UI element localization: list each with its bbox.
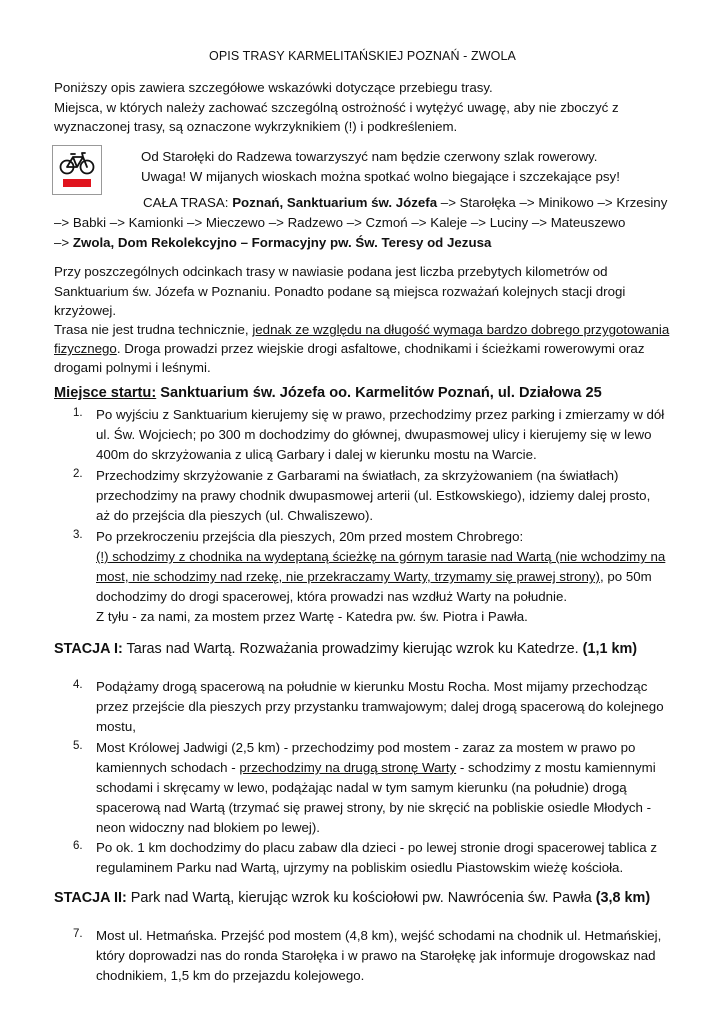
route-line-3 [54,233,674,253]
notes-line: Sanktuarium św. Józefa w Poznaniu. Ponadto podane są miejsca rozważań kolejnych stacji drogi [54,284,626,299]
notes-line: krzyżowej. [54,303,117,318]
step-line: 400m do skrzyżowania z ulicą Garbary i dalej w kierunku mostu na Warcie. [96,447,537,462]
step-number: 3. [73,529,83,541]
route-arrow: –> [54,235,73,250]
notes-line [54,320,674,340]
route-end: Zwola, Dom Rekolekcyjno – Formacyjny pw. Św. Teresy od Jezusa [72,235,492,250]
station-2-heading [54,890,650,906]
step-line: dochodzimy do drogi spacerowej, która prowadzi nas wzdłuż Warty na południe. [96,589,568,604]
notes-line [54,339,674,359]
route-start: Poznań, Sanktuarium św. Józefa [232,195,438,210]
step-number: 7. [73,928,83,940]
step-line: przez przejście dla pieszych przy przystanku tramwajowym; dalej drogą spacerową do kolejnego [96,699,664,714]
notes-text: . Droga prowadzi przez wiejskie drogi asfaltowe, chodnikami i ścieżkami rowerowymi oraz [116,341,645,356]
route-mid: –> Starołęka –> Minikowo –> Krzesiny [437,195,668,210]
step-line: spacerową nad Wartą (trzymać się prawej strony, by nie skręcić na pobliskie osiedle Młodych - [96,800,651,815]
step-text: - schodzimy z mostu kamiennymi [456,760,656,775]
bike-info-line: Uwaga! W mijanych wioskach można spotkać wolno biegające i szczekające psy! [141,169,620,184]
bike-trail-sign [52,145,102,195]
step-text: kamiennych schodach - [96,760,240,775]
route-line-1 [143,193,683,213]
notes-underlined: fizycznego [54,341,117,356]
step-line: Przechodzimy skrzyżowanie z Garbarami na światłach, za skrzyżowaniem (na światłach) [96,468,619,483]
step-line: Podążamy drogą spacerową na południe w kierunku Mostu Rocha. Most mijamy przechodząc [96,679,648,694]
intro-line: Miejsca, w których należy zachować szczególną ostrożność i wytężyć uwagę, aby nie zboczyć z [54,100,619,115]
route-line-2: –> Babki –> Kamionki –> Mieczewo –> Radzewo –> Czmoń –> Kaleje –> Luciny –> Mateuszewo [54,215,626,230]
step-text: , po 50m [599,569,652,584]
station-label: STACJA II: [54,890,127,906]
step-line: Po wyjściu z Sanktuarium kierujemy się w prawo, przechodzimy przez parking i zmierzamy w dół [96,407,665,422]
step-number: 5. [73,740,83,752]
notes-line: Przy poszczególnych odcinkach trasy w nawiasie podana jest liczba przebytych kilometrów od [54,264,608,279]
step-number: 2. [73,468,83,480]
step-line [96,758,676,778]
step-line: mostu, [96,719,136,734]
station-label: STACJA I: [54,641,123,657]
step-line: Most Królowej Jadwigi (2,5 km) - przechodzimy pod mostem - zaraz za mostem w prawo po [96,740,636,755]
step-line [96,567,676,587]
bike-info-line: Od Starołęki do Radzewa towarzyszyć nam będzie czerwony szlak rowerowy. [141,149,598,164]
step-line: chodnikiem, 1,5 km do przejazdu kolejowego. [96,968,365,983]
step-line: ul. Św. Wojciech; po 300 m dochodzimy do głównej, dwupasmowej ulicy i kierujemy się w lewo [96,427,652,442]
step-line: regulaminem Parku nad Wartą, ujrzymy na pobliskim osiedlu Piastowskim wieżę kościoła. [96,860,624,875]
start-heading-label: Miejsce startu: [54,385,157,401]
station-1-heading [54,641,637,657]
step-line: Most ul. Hetmańska. Przejść pod mostem (4,8 km), wejść schodami na chodnik ul. Hetmańskiej, [96,928,662,943]
step-line: aż do przejścia dla pieszych (ul. Chwaliszewo). [96,508,374,523]
page-title: OPIS TRASY KARMELITAŃSKIEJ POZNAŃ - ZWOLA [209,49,516,63]
bicycle-icon [59,150,95,176]
route-label: CAŁA TRASA: [143,195,233,210]
step-underlined: most, nie schodzimy nad rzekę, nie przekraczamy Warty, trzymamy się prawej strony) [96,569,600,584]
step-number: 1. [73,407,83,419]
step-number: 4. [73,679,83,691]
step-line: neon widoczny nad blokiem po lewej). [96,820,320,835]
station-text: Park nad Wartą, kierując wzrok ku kościołowi pw. Nawrócenia św. Pawła [126,890,596,906]
step-line: Po przekroczeniu przejścia dla pieszych, 20m przed mostem Chrobrego: [96,529,524,544]
notes-text: Trasa nie jest trudna technicznie, [54,322,253,337]
step-number: 6. [73,840,83,852]
step-line: schodami i skręcamy w lewo, podążając nadal w tym samym kierunku (na południe) drogą [96,780,627,795]
station-text: Taras nad Wartą. Rozważania prowadzimy kierując wzrok ku Katedrze. [122,641,583,657]
start-heading [54,385,602,401]
notes-line: drogami polnymi i leśnymi. [54,360,211,375]
step-line: przechodzimy na prawy chodnik dwupasmowej arterii (ul. Estkowskiego), idziemy dalej prosto, [96,488,651,503]
intro-line: Poniższy opis zawiera szczegółowe wskazówki dotyczące przebiegu trasy. [54,80,493,95]
step-line-underlined: (!) schodzimy z chodnika na wydeptaną ścieżkę na górnym tarasie nad Wartą (nie wchodzimy na [96,549,666,564]
step-underlined: przechodzimy na drugą stronę Warty [239,760,457,775]
station-km: (3,8 km) [595,890,651,906]
step-line: Po ok. 1 km dochodzimy do placu zabaw dla dzieci - po lewej stronie drogi spacerowej tablica z [96,840,657,855]
station-km: (1,1 km) [582,641,638,657]
notes-underlined: jednak ze względu na długość wymaga bardzo dobrego przygotowania [252,322,670,337]
red-trail-stripe [63,179,91,187]
step-line: który doprowadzi nas do ronda Starołęka i w prawo na Starołękę jak informuje drogowskaz nad [96,948,656,963]
start-heading-text: Sanktuarium św. Józefa oo. Karmelitów Poznań, ul. Działowa 25 [156,385,602,401]
step-line: Z tyłu - za nami, za mostem przez Wartę - Katedra pw. św. Piotra i Pawła. [96,609,528,624]
intro-line: wyznaczonej trasy, są oznaczone wykrzyknikiem (!) i podkreśleniem. [54,119,458,134]
